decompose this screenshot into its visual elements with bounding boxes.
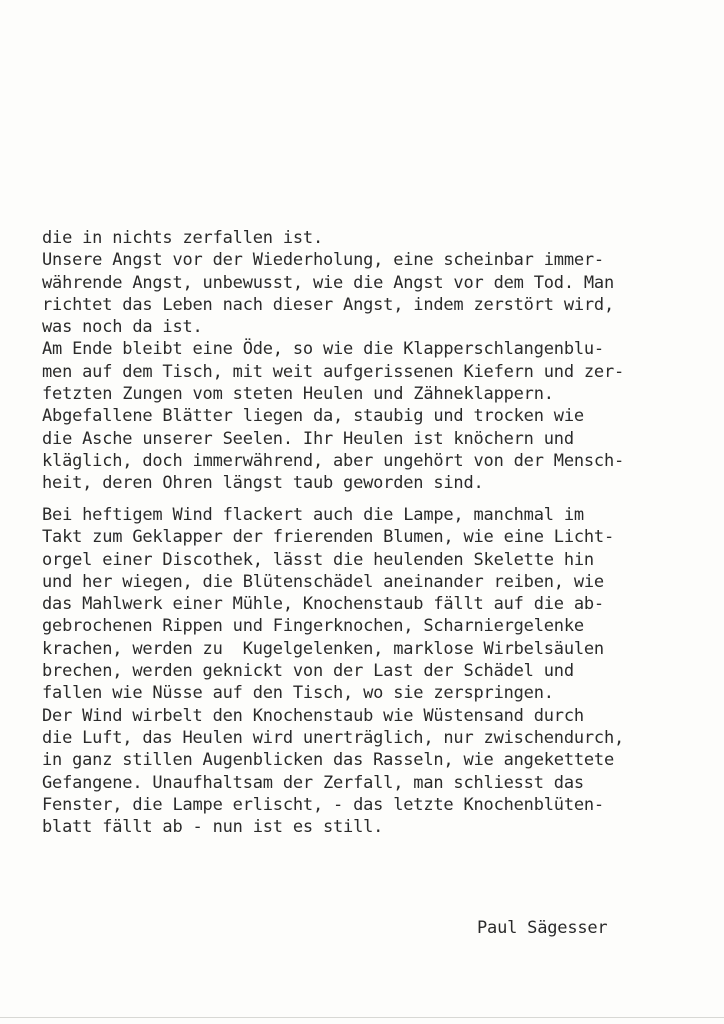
text-line: men auf dem Tisch, mit weit aufgerissenen Kiefern und zer- (42, 361, 625, 382)
text-line: Abgefallene Blätter liegen da, staubig und trocken wie (42, 406, 584, 427)
text-line: die Asche unserer Seelen. Ihr Heulen ist knöchern und (42, 428, 574, 449)
text-line: orgel einer Discothek, lässt die heulenden Skelette hin (42, 549, 594, 570)
text-line: die Luft, das Heulen wird unerträglich, nur zwischendurch, (42, 727, 625, 748)
page-edge-line (0, 1017, 724, 1018)
text-line: richtet das Leben nach dieser Angst, indem zerstört wird, (42, 294, 614, 315)
text-line: Am Ende bleibt eine Öde, so wie die Klapperschlangenblu- (42, 339, 604, 360)
text-line: fetzten Zungen vom steten Heulen und Zähneklappern. (42, 384, 554, 405)
text-line: Fenster, die Lampe erlischt, - das letzte Knochenblüten- (42, 794, 604, 815)
text-line: krachen, werden zu Kugelgelenken, marklose Wirbelsäulen (42, 638, 604, 659)
paragraph-2 (42, 504, 682, 838)
text-line: in ganz stillen Augenblicken das Rasseln, wie angekettete (42, 750, 614, 771)
text-line: kläglich, doch immerwährend, aber ungehört von der Mensch- (42, 450, 625, 471)
text-line: fallen wie Nüsse auf den Tisch, wo sie zerspringen. (42, 683, 554, 704)
text-line: Takt zum Geklapper der frierenden Blumen, wie eine Licht- (42, 527, 614, 548)
text-line: heit, deren Ohren längst taub geworden sind. (42, 473, 484, 494)
text-line: brechen, werden geknickt von der Last der Schädel und (42, 661, 574, 682)
text-line: Der Wind wirbelt den Knochenstaub wie Wüstensand durch (42, 705, 584, 726)
text-line: Unsere Angst vor der Wiederholung, eine scheinbar immer- (42, 250, 604, 271)
paragraph-1 (42, 227, 682, 495)
text-line: das Mahlwerk einer Mühle, Knochenstaub fällt auf die ab- (42, 594, 604, 615)
text-line: Bei heftigem Wind flackert auch die Lampe, manchmal im (42, 505, 584, 525)
text-line: währende Angst, unbewusst, wie die Angst vor dem Tod. Man (42, 272, 614, 293)
author-signature: Paul Sägesser (477, 918, 608, 938)
text-line: blatt fällt ab - nun ist es still. (42, 817, 384, 838)
text-line: gebrochenen Rippen und Fingerknochen, Scharniergelenke (42, 616, 584, 637)
text-line: was noch da ist. (42, 317, 203, 338)
text-line: und her wiegen, die Blütenschädel aneinander reiben, wie (42, 571, 604, 592)
text-line: Gefangene. Unaufhaltsam der Zerfall, man schliesst das (42, 772, 584, 793)
text-line: die in nichts zerfallen ist. (42, 228, 323, 248)
